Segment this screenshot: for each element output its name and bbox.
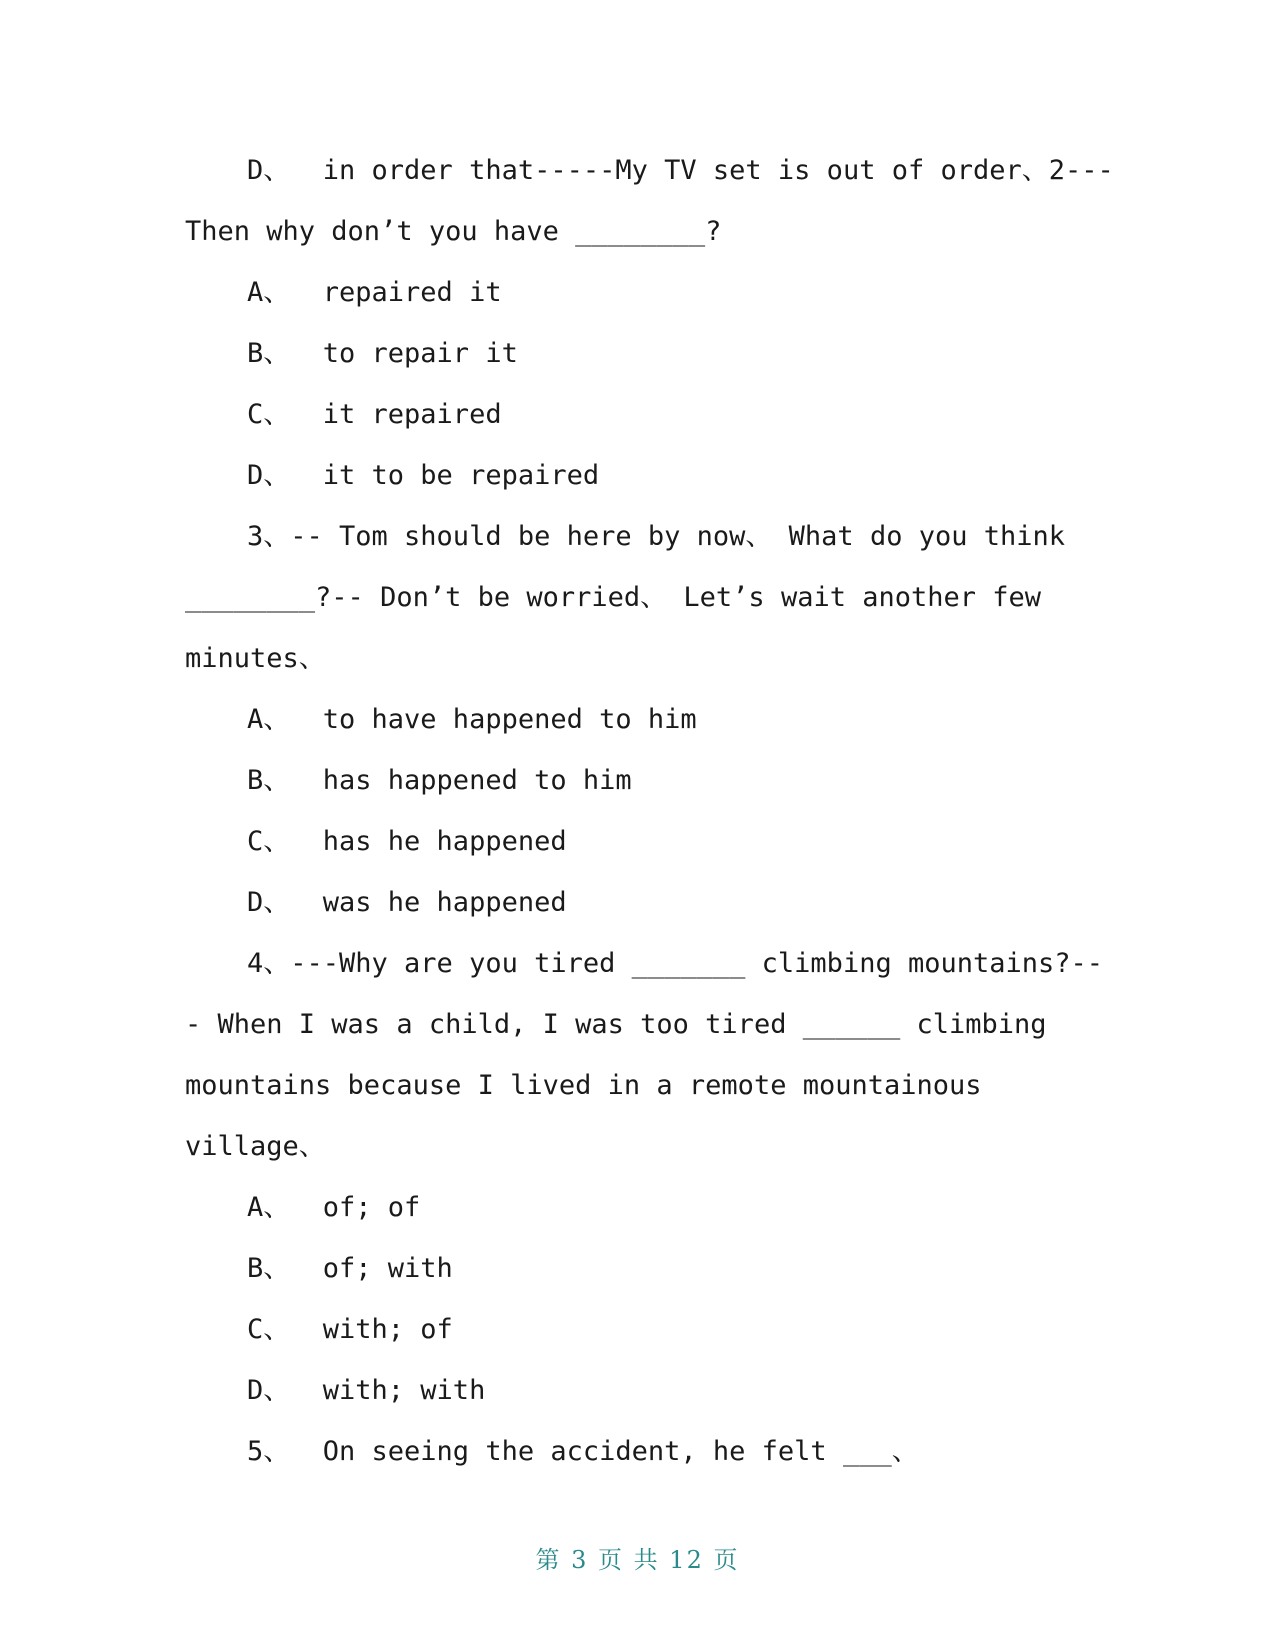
option-b-line: B、 of; with (247, 1253, 453, 1284)
document-body (185, 140, 1114, 1482)
option-a-line: A、 of; of (247, 1192, 421, 1223)
question-3-line-1: 3、-- Tom should be here by now、 What do you think (247, 521, 1066, 552)
option-c-line: C、 with; of (247, 1314, 453, 1345)
question-4-line-4: village、 (185, 1131, 326, 1162)
option-c-line: C、 it repaired (247, 399, 502, 430)
question-2-text: Then why don’t you have ________? (185, 216, 722, 247)
question-4-line-2: - When I was a child, I was too tired ______ climbing (185, 1009, 1047, 1040)
option-c-line: C、 has he happened (247, 826, 567, 857)
option-b-line: B、 to repair it (247, 338, 518, 369)
option-d-line: D、 was he happened (247, 887, 567, 918)
option-b-line: B、 has happened to him (247, 765, 632, 796)
option-d-line: D、 with; with (247, 1375, 486, 1406)
option-a-line: A、 to have happened to him (247, 704, 697, 735)
option-d-line: D、 it to be repaired (247, 460, 600, 491)
question-4-line-1: 4、---Why are you tired _______ climbing mountains?-- (247, 948, 1104, 979)
option-a-line: A、 repaired it (247, 277, 502, 308)
question-3-line-2: ________?-- Don’t be worried、 Let’s wait another few (185, 582, 1042, 613)
page-number-footer: 第 3 页 共 12 页 (535, 1546, 740, 1574)
question-3-line-3: minutes、 (185, 643, 326, 674)
question-5-line-1: 5、 On seeing the accident, he felt ___、 (247, 1436, 919, 1467)
question-4-line-3: mountains because I lived in a remote mountainous (185, 1070, 982, 1101)
option-d-line: D、 in order that-----My TV set is out of order、2--- (247, 155, 1114, 186)
